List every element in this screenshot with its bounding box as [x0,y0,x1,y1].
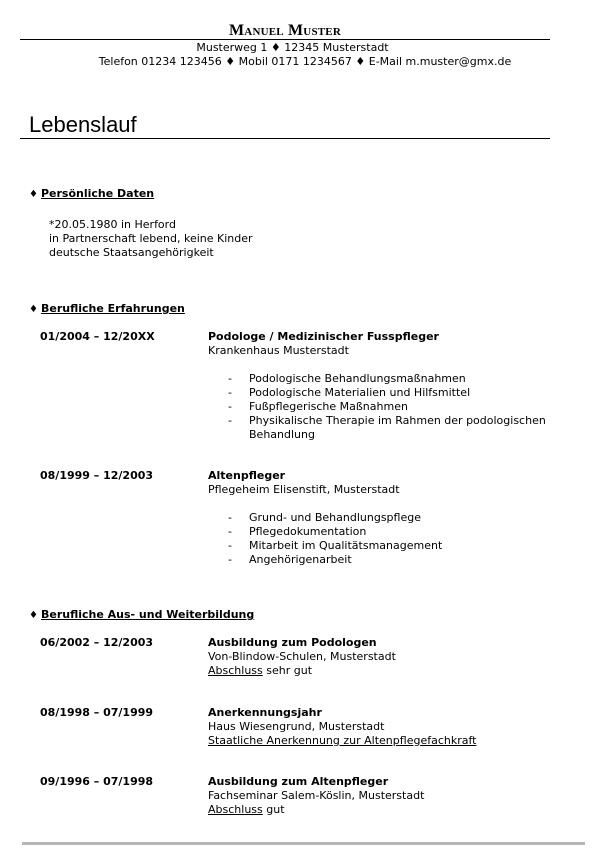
experience-employer: Krankenhaus Musterstadt [208,344,349,357]
education-institution: Haus Wiesengrund, Musterstadt [208,720,385,733]
header-divider [20,39,550,40]
dash-icon: - [228,372,232,385]
list-item: - Grund- und Behandlungspflege [228,511,421,524]
personal-nationality: deutsche Staatsangehörigkeit [49,246,214,259]
education-title: Anerkennungsjahr [208,706,322,719]
personal-family: in Partnerschaft lebend, keine Kinder [49,232,253,245]
contact-line: Telefon 01234 123456 ♦ Mobil 0171 1234567 ♦ E-Mail m.muster@gmx.de [98,55,512,68]
address-line: Musterweg 1 ♦ 12345 Musterstadt [196,41,389,54]
education-dates: 08/1998 – 07/1999 [40,706,154,719]
dash-icon: - [228,386,232,399]
education-result [208,803,285,817]
diamond-icon: ♦ [29,304,38,315]
education-institution: Von-Blindow-Schulen, Musterstadt [208,650,396,663]
dash-icon: - [228,511,232,524]
section-title-experience [29,302,185,317]
diamond-icon: ♦ [29,189,38,200]
list-item: - Podologische Materialien und Hilfsmittel [228,386,471,399]
education-result-label: Staatliche Anerkennung zur Altenpflegefachkraft [208,734,477,747]
list-item: - Pflegedokumentation [228,525,367,538]
education-dates: 09/1996 – 07/1998 [40,775,154,788]
applicant-name: Manuel Muster [229,22,341,39]
dash-icon: - [228,553,232,566]
education-institution: Fachseminar Salem-Köslin, Musterstadt [208,789,425,802]
experience-position: Podologe / Medizinischer Fusspfleger [208,330,439,343]
education-result-value: gut [262,803,285,816]
experience-duties-list [228,511,564,567]
diamond-icon: ♦ [29,610,38,621]
heading-divider [20,138,550,139]
dash-icon: - [228,525,232,538]
experience-duties-list [228,372,564,442]
section-title-label: Berufliche Aus- und Weiterbildung [40,608,255,621]
page-bottom-bar [22,842,585,845]
education-title: Ausbildung zum Altenpfleger [208,775,389,788]
document-heading: Lebenslauf [29,112,137,137]
experience-employer: Pflegeheim Elisenstift, Musterstadt [208,483,400,496]
experience-dates: 01/2004 – 12/20XX [40,330,155,343]
section-title-education [29,608,254,623]
experience-position: Altenpfleger [208,469,286,482]
dash-icon: - [228,539,232,552]
education-result [208,734,476,748]
list-item: - Podologische Behandlungsmaßnahmen [228,372,466,385]
personal-birth: *20.05.1980 in Herford [49,218,176,231]
experience-dates: 08/1999 – 12/2003 [40,469,154,482]
list-item: - Physikalische Therapie im Rahmen der podologischen Behandlung [228,414,546,441]
list-item: - Fußpflegerische Maßnahmen [228,400,408,413]
list-item: - Angehörigenarbeit [228,553,352,566]
education-dates: 06/2002 – 12/2003 [40,636,154,649]
education-title: Ausbildung zum Podologen [208,636,377,649]
dash-icon: - [228,414,232,427]
list-item: - Mitarbeit im Qualitätsmanagement [228,539,443,552]
education-result-label: Abschluss [208,803,263,816]
section-title-label: Berufliche Erfahrungen [40,302,185,315]
dash-icon: - [228,400,232,413]
education-result-value: sehr gut [262,664,313,677]
education-result [208,664,312,678]
education-result-label: Abschluss [208,664,263,677]
section-title-label: Persönliche Daten [40,187,155,200]
section-title-personal [29,187,154,202]
